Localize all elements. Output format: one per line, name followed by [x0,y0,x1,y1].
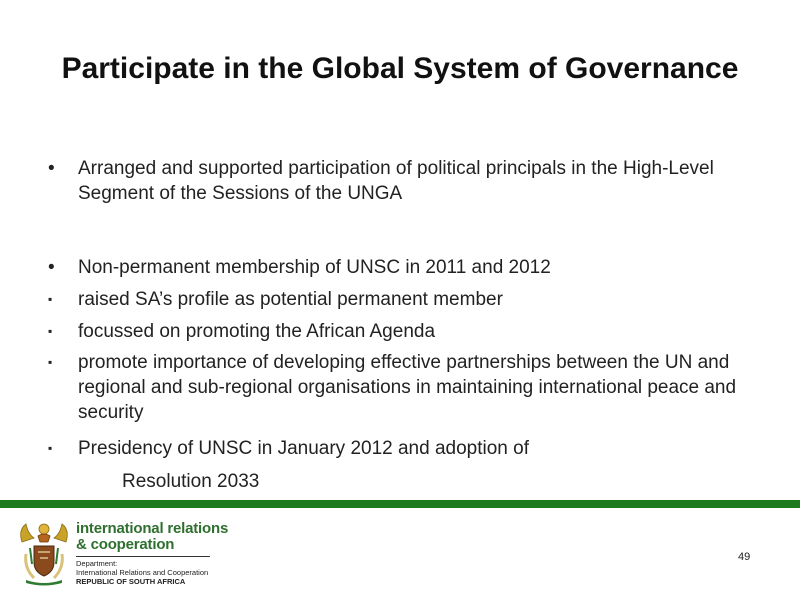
bullet-item [48,319,748,344]
coat-of-arms-icon [16,520,72,586]
slide-title: Participate in the Global System of Governance [61,52,739,85]
department-label: Department: [76,559,118,568]
department-branding [76,521,256,586]
bullet-text: Non-permanent membership of UNSC in 2011 and 2012 [78,257,551,278]
bullet-text: promote importance of developing effective partnerships between the UN and regional and sub-regional organisations in maintaining international peace and security [78,352,737,423]
footer-divider [0,500,800,508]
dept-name-line2: & cooperation [76,536,175,553]
bullet-item [48,255,748,280]
bullet-item [48,156,748,206]
bullet-marker: • [48,257,55,278]
bullet-marker: ▪ [48,441,53,455]
bullet-text: Arranged and supported participation of political principals in the High-Level Segment of the Sessions of the UNGA [78,158,714,204]
bullet-marker: ▪ [48,292,53,306]
bullet-marker: • [48,158,55,179]
bullet-continuation: Resolution 2033 [122,471,260,492]
bullet-marker: ▪ [48,355,53,369]
bullet-text: focussed on promoting the African Agenda [78,321,436,342]
bullet-item [48,436,748,461]
bullet-text: raised SA’s profile as potential permanent member [78,289,503,310]
dept-rule [76,556,210,557]
country-name: REPUBLIC OF SOUTH AFRICA [76,577,186,586]
department-full-name: International Relations and Cooperation [76,568,209,577]
page-number: 49 [738,551,751,563]
bullet-item [48,350,748,425]
bullet-marker: ▪ [48,324,53,338]
bullet-item [48,287,748,312]
dept-name-line1: international relations [76,520,229,537]
bullet-text: Presidency of UNSC in January 2012 and adoption of [78,438,529,459]
